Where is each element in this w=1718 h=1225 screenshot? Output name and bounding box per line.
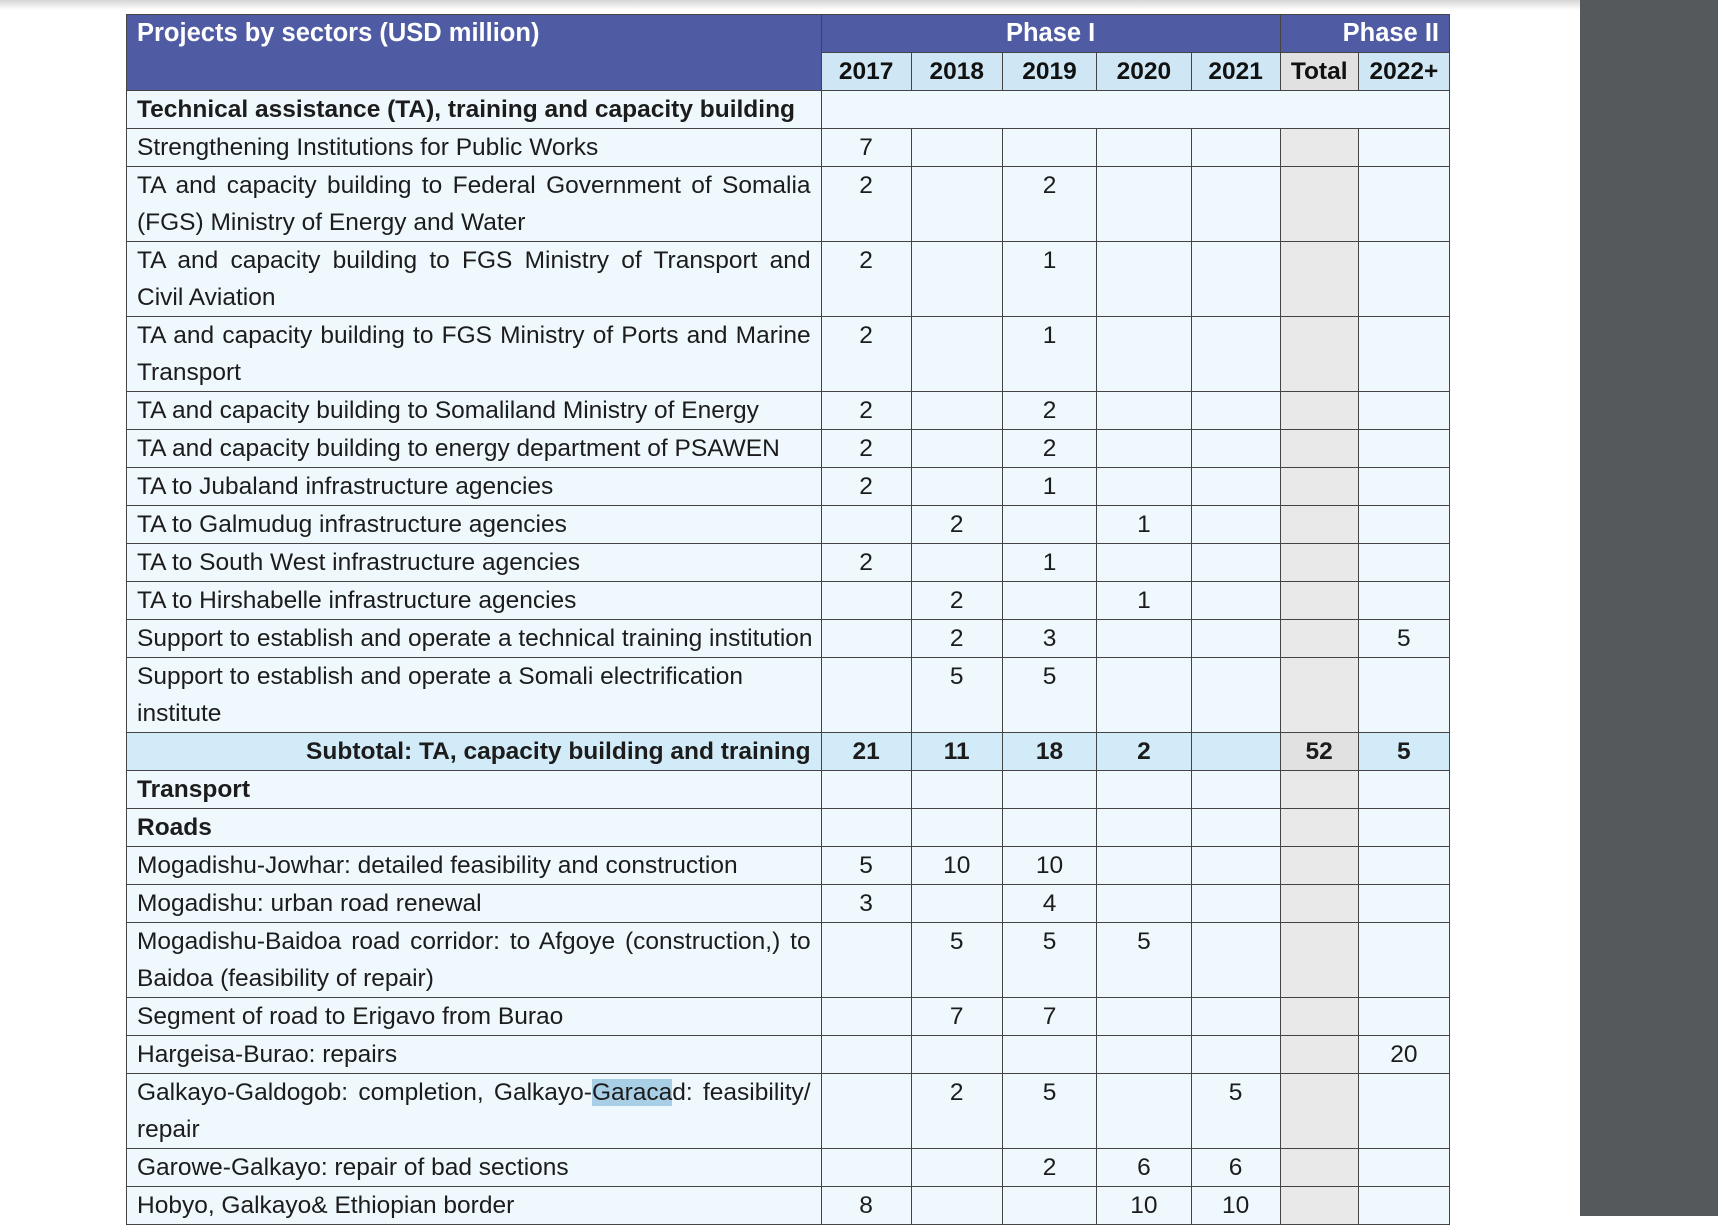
value-cell: 2 <box>1002 167 1096 242</box>
row-label: Hobyo, Galkayo& Ethiopian border <box>127 1187 822 1225</box>
value-cell: 2 <box>821 430 911 468</box>
value-cell <box>1097 847 1191 885</box>
value-cell <box>1097 468 1191 506</box>
row-label <box>127 1074 822 1149</box>
row-label: Support to establish and operate a technical training institution <box>127 620 822 658</box>
value-cell: 2 <box>1002 1149 1096 1187</box>
total-cell <box>1280 242 1358 317</box>
row-label: TA to Galmudug infrastructure agencies <box>127 506 822 544</box>
value-cell: 2 <box>1002 392 1096 430</box>
total-cell <box>1280 998 1358 1036</box>
total-cell <box>1280 620 1358 658</box>
value-cell <box>1191 582 1280 620</box>
value-cell <box>1358 167 1449 242</box>
table-row <box>127 544 1450 582</box>
value-cell: 3 <box>1002 620 1096 658</box>
value-cell: 5 <box>1002 658 1096 733</box>
total-cell <box>1280 544 1358 582</box>
value-cell <box>1191 129 1280 167</box>
table-row <box>127 129 1450 167</box>
value-cell <box>1097 430 1191 468</box>
year-header: 2019 <box>1002 53 1096 91</box>
total-cell <box>1280 129 1358 167</box>
total-cell <box>1280 847 1358 885</box>
table-row <box>127 317 1450 392</box>
total-cell <box>1280 1187 1358 1225</box>
row-label: Mogadishu-Jowhar: detailed feasibility and construction <box>127 847 822 885</box>
selected-text-highlight[interactable]: Garaca <box>591 1079 673 1106</box>
value-cell: 5 <box>1191 1074 1280 1149</box>
value-cell <box>821 1149 911 1187</box>
total-cell <box>1280 430 1358 468</box>
phase-1-header: Phase I <box>821 15 1280 53</box>
subtotal-cell: 2 <box>1097 733 1191 771</box>
value-cell <box>1097 317 1191 392</box>
value-cell <box>1358 1074 1449 1149</box>
value-cell <box>1191 430 1280 468</box>
value-cell <box>1191 658 1280 733</box>
value-cell <box>1358 1187 1449 1225</box>
value-cell: 2 <box>821 544 911 582</box>
row-label: Mogadishu: urban road renewal <box>127 885 822 923</box>
value-cell <box>821 1074 911 1149</box>
subtotal-cell: 5 <box>1358 733 1449 771</box>
value-cell: 5 <box>821 847 911 885</box>
value-cell: 5 <box>911 923 1002 998</box>
section-heading: Roads <box>127 809 822 847</box>
value-cell: 10 <box>1191 1187 1280 1225</box>
value-cell <box>1097 620 1191 658</box>
row-label: Garowe-Galkayo: repair of bad sections <box>127 1149 822 1187</box>
value-cell: 7 <box>911 998 1002 1036</box>
empty-cell <box>821 91 1449 129</box>
value-cell <box>1358 506 1449 544</box>
value-cell <box>911 167 1002 242</box>
table-row <box>127 506 1450 544</box>
value-cell <box>1097 1036 1191 1074</box>
table-row <box>127 923 1450 998</box>
table-row <box>127 885 1450 923</box>
value-cell: 4 <box>1002 885 1096 923</box>
value-cell: 2 <box>821 317 911 392</box>
total-cell <box>1280 1074 1358 1149</box>
value-cell <box>1191 620 1280 658</box>
value-cell: 5 <box>1358 620 1449 658</box>
value-cell <box>1358 998 1449 1036</box>
value-cell <box>821 582 911 620</box>
total-cell <box>1280 317 1358 392</box>
value-cell <box>1097 392 1191 430</box>
value-cell <box>911 129 1002 167</box>
row-label: Hargeisa-Burao: repairs <box>127 1036 822 1074</box>
phase-2-header: Phase II <box>1280 15 1449 53</box>
total-cell <box>1280 167 1358 242</box>
row-label-part: d: feasibility/ repair <box>137 1079 811 1143</box>
projects-table <box>126 14 1450 1225</box>
table-row <box>127 1036 1450 1074</box>
value-cell <box>1191 923 1280 998</box>
table-header-phase-row <box>127 15 1450 53</box>
table-row <box>127 847 1450 885</box>
year-header: 2022+ <box>1358 53 1449 91</box>
value-cell: 1 <box>1002 317 1096 392</box>
value-cell <box>1097 242 1191 317</box>
subtotal-cell: 18 <box>1002 733 1096 771</box>
value-cell <box>821 506 911 544</box>
value-cell: 2 <box>821 242 911 317</box>
value-cell: 2 <box>1002 430 1096 468</box>
page-top-shadow <box>0 0 1580 10</box>
subtotal-cell: 11 <box>911 733 1002 771</box>
value-cell: 1 <box>1002 468 1096 506</box>
value-cell <box>911 544 1002 582</box>
total-cell <box>1280 1036 1358 1074</box>
row-label: TA and capacity building to Somaliland Ministry of Energy <box>127 392 822 430</box>
viewer-side-panel <box>1580 0 1718 1216</box>
subtotal-row <box>127 733 1450 771</box>
value-cell: 10 <box>911 847 1002 885</box>
year-header: 2017 <box>821 53 911 91</box>
subtotal-label: Subtotal: TA, capacity building and training <box>127 733 822 771</box>
value-cell: 5 <box>1002 1074 1096 1149</box>
value-cell <box>1097 544 1191 582</box>
row-label-part: Galkayo-Galdogob: completion, Galkayo- <box>137 1079 592 1106</box>
subtotal-total-cell: 52 <box>1280 733 1358 771</box>
value-cell <box>1097 167 1191 242</box>
value-cell: 2 <box>911 582 1002 620</box>
value-cell: 8 <box>821 1187 911 1225</box>
value-cell <box>1358 544 1449 582</box>
row-label: TA to South West infrastructure agencies <box>127 544 822 582</box>
value-cell: 2 <box>911 1074 1002 1149</box>
value-cell <box>821 658 911 733</box>
value-cell: 1 <box>1097 506 1191 544</box>
value-cell <box>1191 998 1280 1036</box>
value-cell <box>911 430 1002 468</box>
value-cell <box>911 317 1002 392</box>
value-cell <box>911 885 1002 923</box>
section-heading-row <box>127 809 1450 847</box>
value-cell: 10 <box>1002 847 1096 885</box>
table-row <box>127 582 1450 620</box>
value-cell <box>911 1036 1002 1074</box>
section-heading: Technical assistance (TA), training and capacity building <box>127 91 822 129</box>
subtotal-cell: 21 <box>821 733 911 771</box>
row-label: TA and capacity building to FGS Ministry of Transport and Civil Aviation <box>127 242 822 317</box>
value-cell: 5 <box>1097 923 1191 998</box>
value-cell <box>1191 392 1280 430</box>
value-cell <box>1191 847 1280 885</box>
value-cell <box>1002 582 1096 620</box>
value-cell: 6 <box>1097 1149 1191 1187</box>
table-row <box>127 392 1450 430</box>
value-cell: 5 <box>911 658 1002 733</box>
value-cell: 20 <box>1358 1036 1449 1074</box>
value-cell <box>1358 847 1449 885</box>
value-cell <box>1358 430 1449 468</box>
value-cell <box>1191 468 1280 506</box>
value-cell <box>1358 923 1449 998</box>
section-heading-row <box>127 771 1450 809</box>
table-row <box>127 468 1450 506</box>
ta-rows <box>127 129 1450 733</box>
value-cell <box>821 923 911 998</box>
value-cell: 6 <box>1191 1149 1280 1187</box>
row-label: Support to establish and operate a Somali electrification institute <box>127 658 822 733</box>
value-cell <box>1358 885 1449 923</box>
table-row <box>127 1187 1450 1225</box>
value-cell <box>821 998 911 1036</box>
subtotal-cell <box>1191 733 1280 771</box>
total-header: Total <box>1280 53 1358 91</box>
row-label: Mogadishu-Baidoa road corridor: to Afgoye (construction,) to Baidoa (feasibility of repair) <box>127 923 822 998</box>
value-cell: 2 <box>911 506 1002 544</box>
row-label: TA and capacity building to Federal Government of Somalia (FGS) Ministry of Energy and Water <box>127 167 822 242</box>
total-cell <box>1280 468 1358 506</box>
value-cell <box>1191 242 1280 317</box>
total-cell <box>1280 1149 1358 1187</box>
table-row <box>127 1149 1450 1187</box>
table-row <box>127 620 1450 658</box>
value-cell <box>911 1187 1002 1225</box>
value-cell <box>1358 317 1449 392</box>
row-label: TA and capacity building to FGS Ministry of Ports and Marine Transport <box>127 317 822 392</box>
row-label: Strengthening Institutions for Public Works <box>127 129 822 167</box>
total-cell <box>1280 923 1358 998</box>
value-cell <box>1358 1149 1449 1187</box>
value-cell <box>821 1036 911 1074</box>
value-cell <box>1358 468 1449 506</box>
total-cell <box>1280 506 1358 544</box>
value-cell: 3 <box>821 885 911 923</box>
value-cell <box>1191 885 1280 923</box>
value-cell <box>1097 129 1191 167</box>
value-cell: 5 <box>1002 923 1096 998</box>
row-label: TA to Hirshabelle infrastructure agencies <box>127 582 822 620</box>
value-cell <box>1358 129 1449 167</box>
section-heading-row <box>127 91 1450 129</box>
value-cell <box>1097 658 1191 733</box>
table-row <box>127 1074 1450 1149</box>
value-cell <box>911 468 1002 506</box>
value-cell <box>1097 885 1191 923</box>
value-cell <box>911 392 1002 430</box>
value-cell <box>1191 544 1280 582</box>
value-cell <box>821 620 911 658</box>
value-cell <box>1358 242 1449 317</box>
value-cell <box>1191 167 1280 242</box>
total-cell <box>1280 392 1358 430</box>
value-cell: 2 <box>911 620 1002 658</box>
total-cell <box>1280 658 1358 733</box>
road-rows <box>127 847 1450 1225</box>
value-cell: 2 <box>821 167 911 242</box>
value-cell <box>911 1149 1002 1187</box>
value-cell <box>1191 1036 1280 1074</box>
total-cell <box>1280 885 1358 923</box>
value-cell <box>1002 506 1096 544</box>
table-row <box>127 242 1450 317</box>
value-cell: 2 <box>821 468 911 506</box>
value-cell <box>1002 129 1096 167</box>
table-row <box>127 430 1450 468</box>
value-cell: 1 <box>1097 582 1191 620</box>
year-header: 2018 <box>911 53 1002 91</box>
table-title: Projects by sectors (USD million) <box>127 15 822 91</box>
table-row <box>127 167 1450 242</box>
value-cell <box>911 242 1002 317</box>
value-cell: 1 <box>1002 544 1096 582</box>
value-cell <box>1191 506 1280 544</box>
value-cell: 10 <box>1097 1187 1191 1225</box>
value-cell <box>1358 392 1449 430</box>
year-header: 2020 <box>1097 53 1191 91</box>
table-row <box>127 658 1450 733</box>
value-cell <box>1002 1187 1096 1225</box>
value-cell: 1 <box>1002 242 1096 317</box>
total-cell <box>1280 582 1358 620</box>
value-cell: 7 <box>821 129 911 167</box>
value-cell: 2 <box>821 392 911 430</box>
value-cell <box>1358 582 1449 620</box>
value-cell <box>1097 1074 1191 1149</box>
row-label: TA to Jubaland infrastructure agencies <box>127 468 822 506</box>
year-header: 2021 <box>1191 53 1280 91</box>
row-label: TA and capacity building to energy department of PSAWEN <box>127 430 822 468</box>
value-cell <box>1002 1036 1096 1074</box>
value-cell: 7 <box>1002 998 1096 1036</box>
value-cell <box>1358 658 1449 733</box>
table-row <box>127 998 1450 1036</box>
value-cell <box>1191 317 1280 392</box>
row-label: Segment of road to Erigavo from Burao <box>127 998 822 1036</box>
value-cell <box>1097 998 1191 1036</box>
section-heading: Transport <box>127 771 822 809</box>
